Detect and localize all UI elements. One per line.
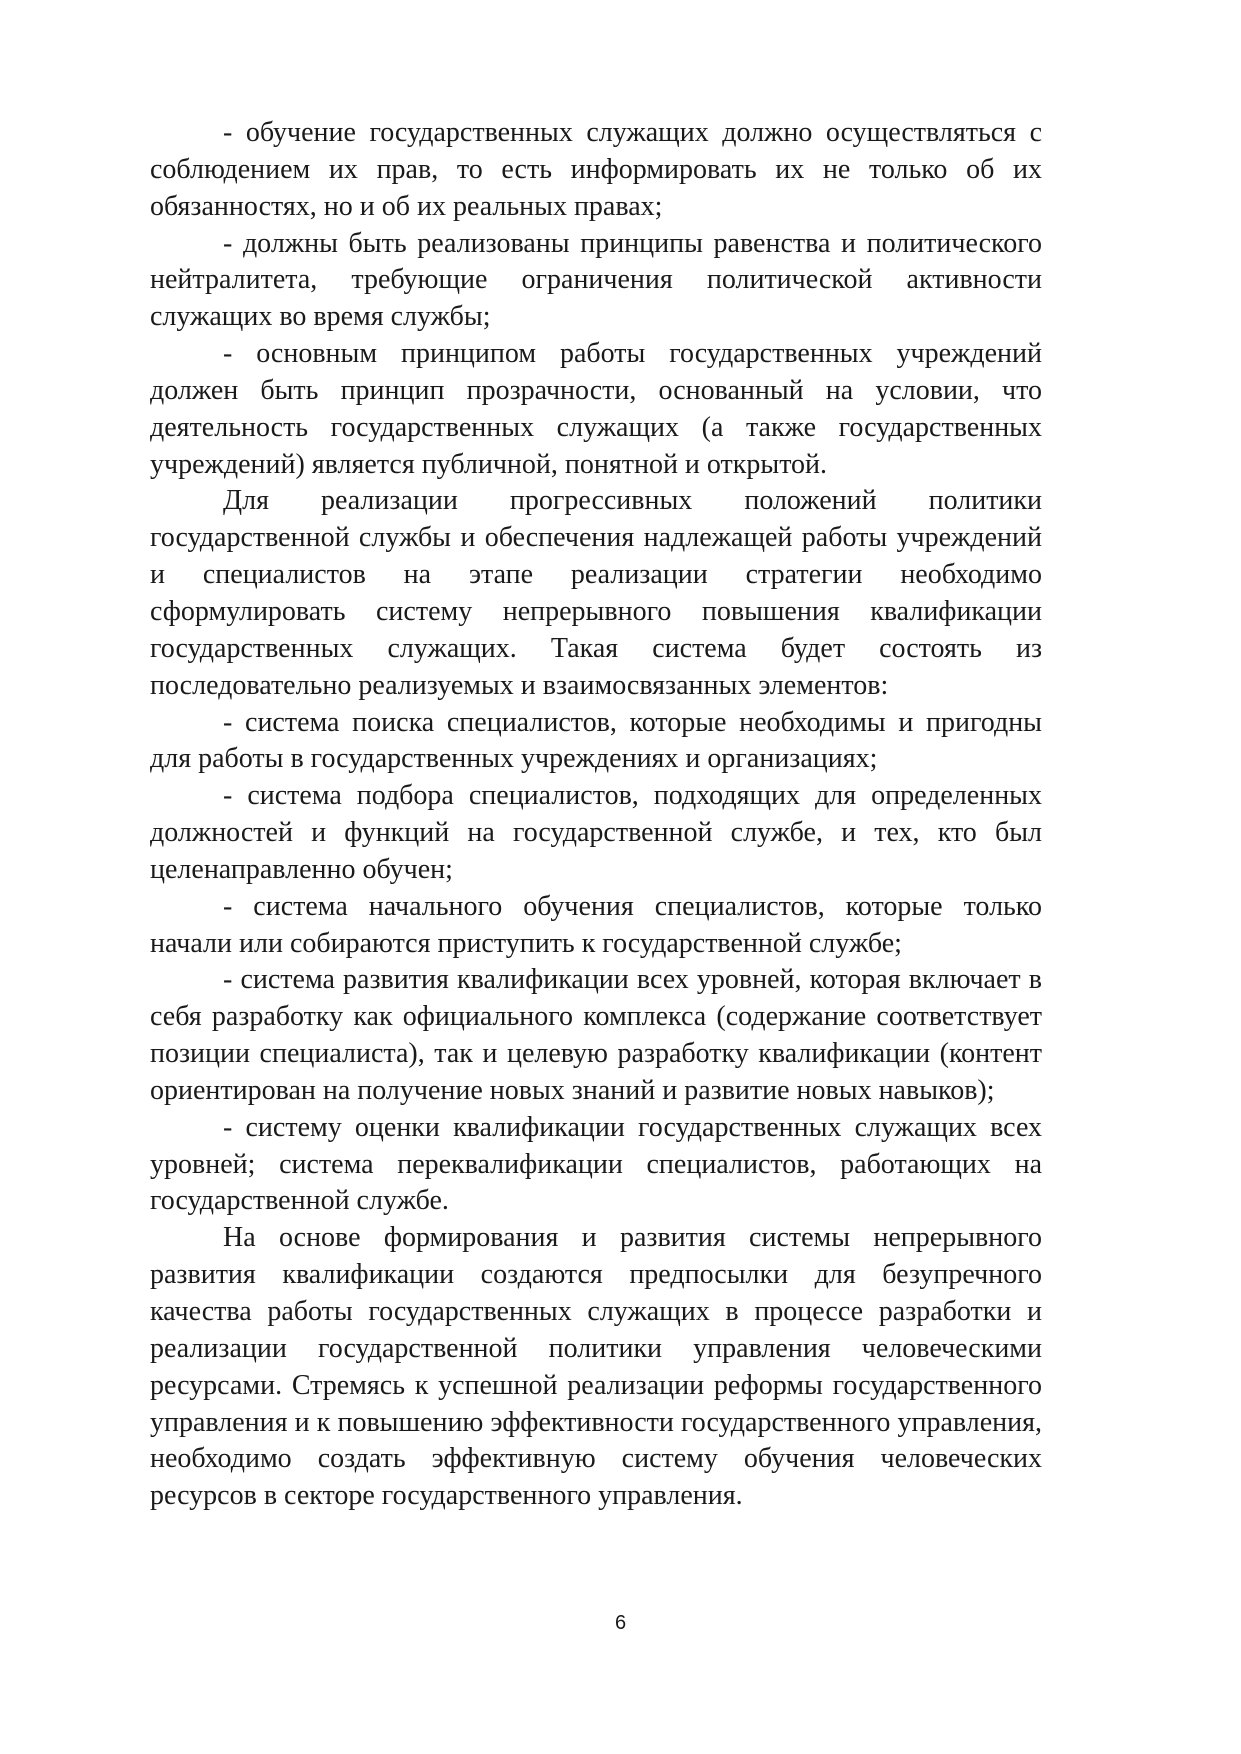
paragraph-conclusion: На основе формирования и развития системы непрерывного развития квалификации создаются предпосылки для безупречного качества работы государственных служащих в процессе разработки и реализации государственной политики управления человеческими ресурсами. Стремясь к успешной реализации реформы государственного управления и к повышению эффективности государственного управления, необходимо создать эффективную систему обучения человеческих ресурсов в секторе государственного управления.: [150, 1222, 1042, 1512]
paragraph-selection-system: - система подбора специалистов, подходящих для определенных должностей и функций на государственной службе, и тех, кто был целенаправленно обучен;: [150, 780, 1042, 885]
paragraph-assessment-retraining: - систему оценки квалификации государственных служащих всех уровней; система переквалификации специалистов, работающих на государственной службе.: [150, 1111, 1042, 1217]
paragraph-equality-neutrality: - должны быть реализованы принципы равенства и политического нейтралитета, требующие ограничения политической активности служащих во время службы;: [150, 227, 1042, 333]
page-number: 6: [614, 1612, 627, 1634]
paragraph-search-system: - система поиска специалистов, которые необходимы и пригодны для работы в государственных учреждениях и организациях;: [150, 706, 1042, 775]
paragraph-training-rights: - обучение государственных служащих должно осуществляться с соблюдением их прав, то есть информировать их не только об их обязанностях, но и об их реальных правах;: [150, 117, 1042, 222]
paragraph-qualification-system: Для реализации прогрессивных положений политики государственной службы и обеспечения надлежащей работы учреждений и специалистов на этапе реализации стратегии необходимо сформулировать систему непрерывного повышения квалификации государственных служащих. Такая система будет состоять из последовательно реализуемых и взаимосвязанных элементов:: [150, 485, 1042, 701]
body-text: [150, 115, 1042, 1515]
paragraph-initial-training: - система начального обучения специалистов, которые только начали или собираются приступить к государственной службе;: [150, 890, 1042, 959]
paragraph-transparency: - основным принципом работы государственных учреждений должен быть принцип прозрачности, основанный на условии, что деятельность государственных служащих (а также государственных учреждений) является публичной, понятной и открытой.: [150, 338, 1042, 480]
paragraph-qualification-development: - система развития квалификации всех уровней, которая включает в себя разработку как официального комплекса (содержание соответствует позиции специалиста), так и целевую разработку квалификации (контент ориентирован на получение новых знаний и развитие новых навыков);: [150, 964, 1042, 1106]
